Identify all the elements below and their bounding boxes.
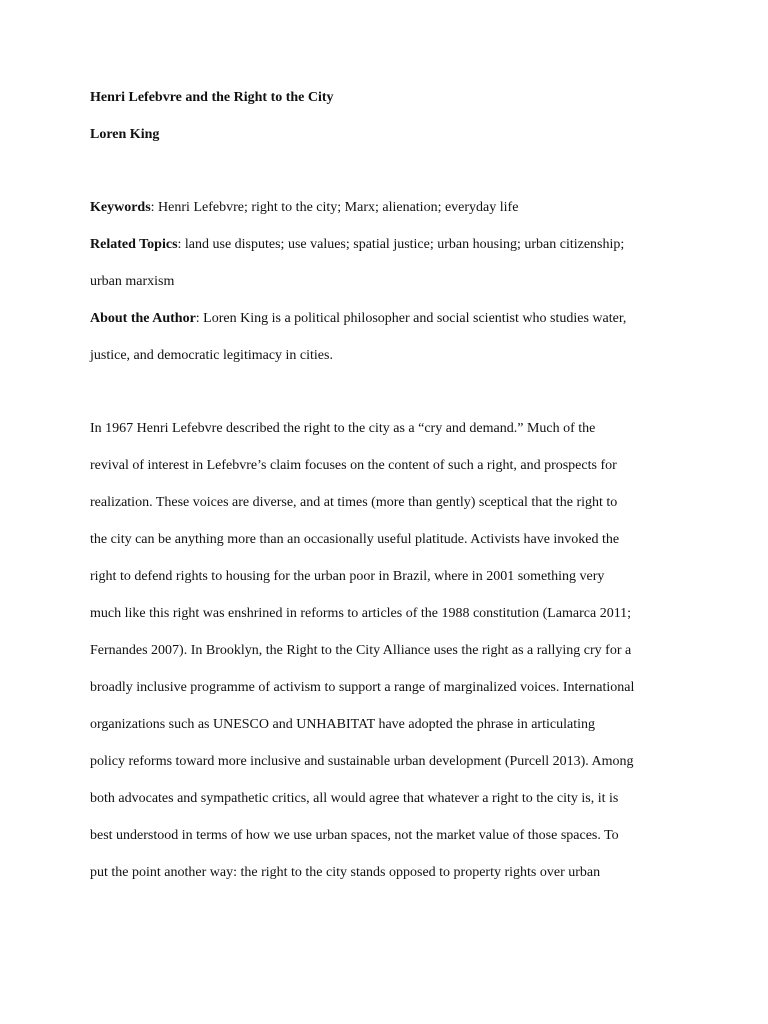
about-author-line xyxy=(90,309,690,329)
body-line: best understood in terms of how we use urban spaces, not the market value of those spaces. To xyxy=(90,828,619,843)
body-paragraph xyxy=(90,419,690,883)
about-author-line-2: justice, and democratic legitimacy in cities. xyxy=(90,348,333,363)
body-line: Fernandes 2007). In Brooklyn, the Right to the City Alliance uses the right as a rallying cry for a xyxy=(90,643,632,658)
document-title: Henri Lefebvre and the Right to the City xyxy=(90,90,334,105)
document-author: Loren King xyxy=(90,127,160,142)
keywords-label: Keywords xyxy=(90,200,151,215)
keywords-text: : Henri Lefebvre; right to the city; Marx; alienation; everyday life xyxy=(150,200,519,215)
body-line: revival of interest in Lefebvre’s claim focuses on the content of such a right, and prospects for xyxy=(90,458,617,473)
body-line: organizations such as UNESCO and UNHABITAT have adopted the phrase in articulating xyxy=(90,717,595,732)
document-page xyxy=(90,88,690,900)
body-line: policy reforms toward more inclusive and sustainable urban development (Purcell 2013). Among xyxy=(90,754,634,769)
related-topics-text: : land use disputes; use values; spatial justice; urban housing; urban citizenship; xyxy=(177,237,625,252)
related-topics-line-2: urban marxism xyxy=(90,274,175,289)
body-line: much like this right was enshrined in reforms to articles of the 1988 constitution (Lamarca 2011; xyxy=(90,606,632,621)
related-topics-label: Related Topics xyxy=(90,237,178,252)
body-line: both advocates and sympathetic critics, all would agree that whatever a right to the city is, it is xyxy=(90,791,619,806)
about-author-text: : Loren King is a political philosopher and social scientist who studies water, xyxy=(195,311,627,326)
body-line: In 1967 Henri Lefebvre described the right to the city as a “cry and demand.” Much of the xyxy=(90,421,596,436)
keywords-line xyxy=(90,198,690,218)
body-line: right to defend rights to housing for the urban poor in Brazil, where in 2001 something very xyxy=(90,569,605,584)
body-line: broadly inclusive programme of activism to support a range of marginalized voices. International xyxy=(90,680,635,695)
body-line: the city can be anything more than an occasionally useful platitude. Activists have invoked the xyxy=(90,532,620,547)
related-topics-line xyxy=(90,235,690,255)
body-line: put the point another way: the right to the city stands opposed to property rights over urban xyxy=(90,865,601,880)
about-author-label: About the Author xyxy=(90,311,196,326)
body-line: realization. These voices are diverse, and at times (more than gently) sceptical that the right to xyxy=(90,495,618,510)
